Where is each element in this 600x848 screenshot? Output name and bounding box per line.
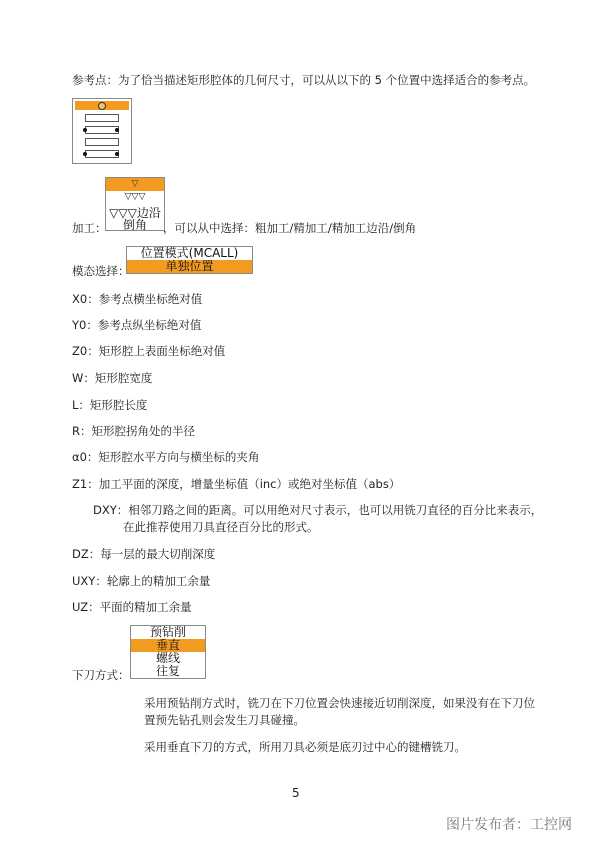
note-predrill-line1: 采用预钻削方式时，铣刀在下刀位置会快速接近切削深度，如果没有在下刀位: [144, 696, 535, 710]
machining-option-finish[interactable]: ▽▽▽: [124, 192, 146, 202]
reference-point-widget[interactable]: [72, 98, 132, 164]
point-marker-icon: [115, 128, 119, 132]
param-alpha0: α0：矩形腔水平方向与横坐标的夹角: [72, 450, 260, 464]
param-dxy-line2: 在此推荐使用刀具直径百分比的形式。: [123, 520, 319, 534]
param-r: R：矩形腔拐角处的半径: [72, 424, 195, 438]
machining-option-edge[interactable]: ▽▽▽边沿: [109, 206, 161, 220]
machining-desc: ，可以从中选择：粗加工/精加工/精加工边沿/倒角: [163, 221, 417, 235]
infeed-label: 下刀方式：: [72, 668, 130, 682]
page-number: 5: [292, 786, 300, 800]
point-marker-icon: [115, 152, 119, 156]
param-l: L：矩形腔长度: [72, 398, 148, 412]
circle-marker-icon: [98, 102, 106, 110]
param-w: W：矩形腔宽度: [72, 371, 153, 385]
machining-widget[interactable]: [105, 177, 165, 231]
infeed-option-vertical[interactable]: 垂直: [131, 639, 205, 652]
reference-row-2: [85, 126, 119, 134]
param-uz: UZ：平面的精加工余量: [72, 600, 192, 614]
param-y0: Y0：参考点纵坐标绝对值: [72, 318, 202, 332]
intro-text: 参考点：为了恰当描述矩形腔体的几何尺寸，可以从以下的 5 个位置中选择适合的参考点。: [72, 73, 536, 87]
infeed-option-reciprocate[interactable]: 往复: [155, 664, 180, 678]
param-dz: DZ：每一层的最大切削深度: [72, 547, 216, 561]
infeed-widget[interactable]: [130, 625, 206, 679]
reference-point-header: [75, 101, 129, 110]
machining-label: 加工：: [72, 221, 107, 235]
infeed-option-helical[interactable]: 螺线: [155, 651, 180, 665]
mode-label: 模态选择：: [72, 264, 130, 278]
infeed-option-predrill[interactable]: 预钻削: [149, 625, 186, 639]
reference-row-4: [85, 150, 119, 158]
param-uxy: UXY：轮廓上的精加工余量: [72, 574, 211, 588]
point-marker-icon: [83, 128, 87, 132]
mode-select-widget[interactable]: [126, 246, 253, 274]
param-dxy-line1: DXY：相邻刀路之间的距离。可以用绝对尺寸表示，也可以用铣刀直径的百分比来表示，: [93, 503, 543, 517]
param-z1: Z1：加工平面的深度，增量坐标值（inc）或绝对坐标值（abs）: [72, 477, 401, 491]
machining-option-chamfer[interactable]: 倒角: [122, 218, 147, 232]
param-x0: X0：参考点横坐标绝对值: [72, 292, 203, 306]
note-vertical: 采用垂直下刀的方式，所用刀具必须是底刃过中心的键槽铣刀。: [144, 740, 466, 754]
note-predrill-line2: 置预先钻孔则会发生刀具碰撞。: [144, 713, 305, 727]
point-marker-icon: [83, 152, 87, 156]
mode-option-single[interactable]: 单独位置: [127, 260, 252, 273]
watermark-text: 图片发布者：工控网: [446, 817, 572, 833]
reference-row-3: [85, 138, 119, 146]
param-z0: Z0：矩形腔上表面坐标绝对值: [72, 344, 226, 358]
reference-row-1: [85, 114, 119, 122]
machining-option-rough[interactable]: ▽: [106, 178, 164, 191]
mode-option-position[interactable]: 位置模式(MCALL): [140, 246, 239, 260]
